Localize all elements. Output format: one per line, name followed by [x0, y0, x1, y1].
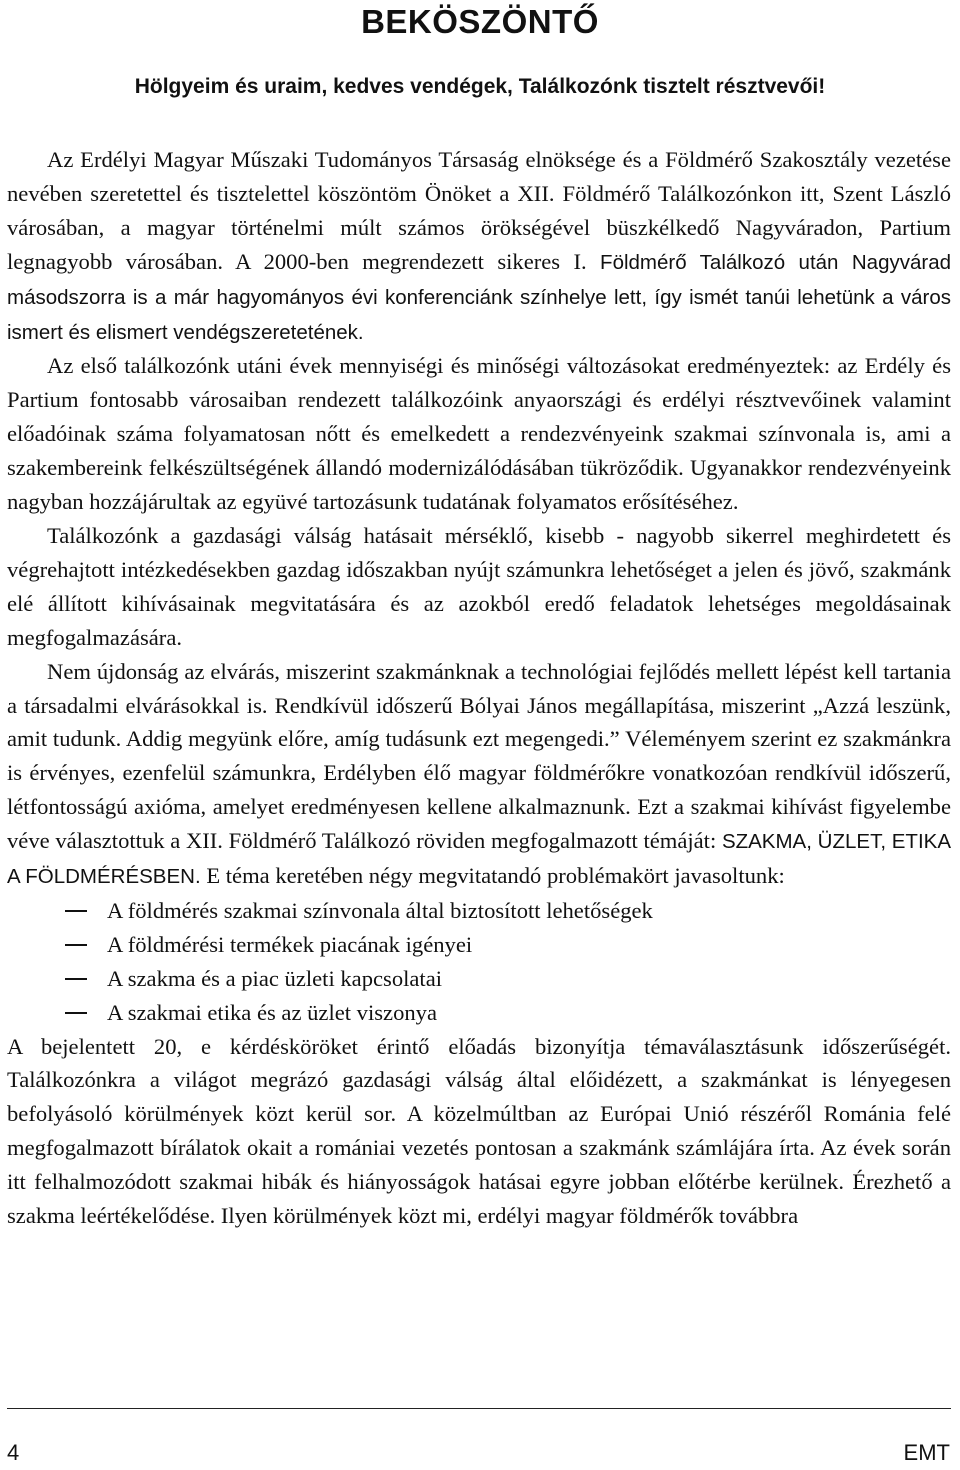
topic-item: [7, 996, 951, 1030]
paragraph-4: [7, 655, 951, 894]
greeting-line: Hölgyeim és uraim, kedves vendégek, Találkozónk tisztelt résztvevői!: [134, 75, 826, 98]
paragraph-3: Találkozónk a gazdasági válság hatásait mérséklő, kisebb - nagyobb sikerrel meghirdetett és végrehajtott intézkedésekben gazdag időszakban nyújt számunkra lehetőséget a jelen és jövő, szakmánk elé állított kihívásainak megvitatására és az azokból eredő feladatok lehetséges megoldásainak megfogalmazására.: [7, 522, 951, 650]
footer-mark: EMT: [903, 1440, 950, 1465]
topic-label: A földmérési termékek piacának igényei: [107, 931, 473, 957]
paragraph-2: Az első találkozónk utáni évek mennyiségi és minőségi változásokat eredményeztek: az Erdély és Partium fontosabb városaiban rendezett találkozóink anyaországi és erdélyi résztvevőinek valamint előadóinak száma folyamatosan nőtt és emelkedett a rendezvényeink szakmai színvonala is, ami a szakembereink felkészültségének állandó modernizálódásában tükröződik. Ugyanakkor rendezvényeink nagyban hozzájárultak az együvé tartozásunk tudatának folyamatos erősítéséhez.: [7, 353, 951, 515]
paragraph-5: A bejelentett 20, e kérdésköröket érintő előadás bizonyítja témaválasztásunk időszerűségét. Találkozónkra a világot megrázó gazdasági válság által előidézett, a szakmánkat is lényegesen befolyásoló körülmények közt kerül sor. A közelmúltban az Európai Unió részéről Románia felé megfogalmazott bírálatok okait a romániai vezetés pontosan a szakmánk számlájára írta. Az évek során itt felhalmozódott szakmai hibák és hiányosságok hatásai egyre jobban előtérbe kerülnek. Érezhető a szakma leértékelődése. Ilyen körülmények közt mi, erdélyi magyar földmérők továbbra: [7, 1033, 951, 1229]
topic-label: A földmérés szakmai színvonala által biztosított lehetőségek: [107, 897, 653, 923]
topic-item: [7, 894, 951, 928]
paragraph-1-part-a: Az Erdélyi Magyar Műszaki Tudományos Társaság elnöksége és a Földmérő Szakosztály vezetése nevében szeretettel és tisztelettel köszöntöm Önöket a XII. Földmérő Találkozónkon itt, Szent László városában, a magyar történelmi múlt számos örökségével büszkélkedő Nagyváradon, Partium legnagyobb városában. A 2000-ben megrendezett sikeres I.: [7, 147, 951, 274]
paragraph-4-part-a: Nem újdonság az elvárás, miszerint szakmánknak a technológiai fejlődés mellett lépést kell tartania a társadalmi elvárásokkal is. Rendkívül időszerű Bólyai János megállapítása, miszerint „Azzá leszünk, amit tudunk. Addig megyünk előre, amíg tudásunk ezt megengedi.” Véleményem szerint ez szakmánkra is érvényes, ezenfelül számunkra, Erdélyben élő magyar földmérőkre vonatkozóan rendkívül időszerű, létfontosságú axióma, amelyet eredményesen kellene alkalmaznunk. Ezt a szakmai kihívást figyelembe véve választottuk a XII. Földmérő Találkozó röviden megfogalmazott témáját:: [7, 658, 951, 854]
topic-label: A szakma és a piac üzleti kapcsolatai: [107, 965, 443, 991]
footer-divider: [7, 1408, 951, 1409]
dash-bullet-icon: [65, 944, 87, 946]
page-title: BEKÖSZÖNTŐ: [361, 3, 599, 40]
paragraph-1-part-b: Földmérő Találkozó után Nagyvárad másodszorra is a már hagyományos évi konferenciánk színhelye lett, így ismét tanúi lehetünk a város ismert és elismert vendégszeretetének.: [7, 250, 952, 344]
page-number: 4: [7, 1440, 20, 1465]
topic-item: [7, 962, 951, 996]
topic-label: A szakmai etika és az üzlet viszonya: [107, 999, 437, 1025]
page-footer: [0, 1408, 960, 1470]
body-text: [7, 143, 951, 1233]
dash-bullet-icon: [65, 1012, 87, 1014]
meeting-theme: SZAKMA, ÜZLET, ETIKA A FÖLDMÉRÉSBEN.: [7, 830, 951, 889]
dash-bullet-icon: [65, 910, 87, 912]
topic-list: [7, 894, 951, 1030]
dash-bullet-icon: [65, 978, 87, 980]
topic-item: [7, 928, 951, 962]
paragraph-1: [7, 143, 951, 349]
paragraph-4-part-b: E téma keretében négy megvitatandó problémakört javasoltunk:: [200, 863, 785, 889]
